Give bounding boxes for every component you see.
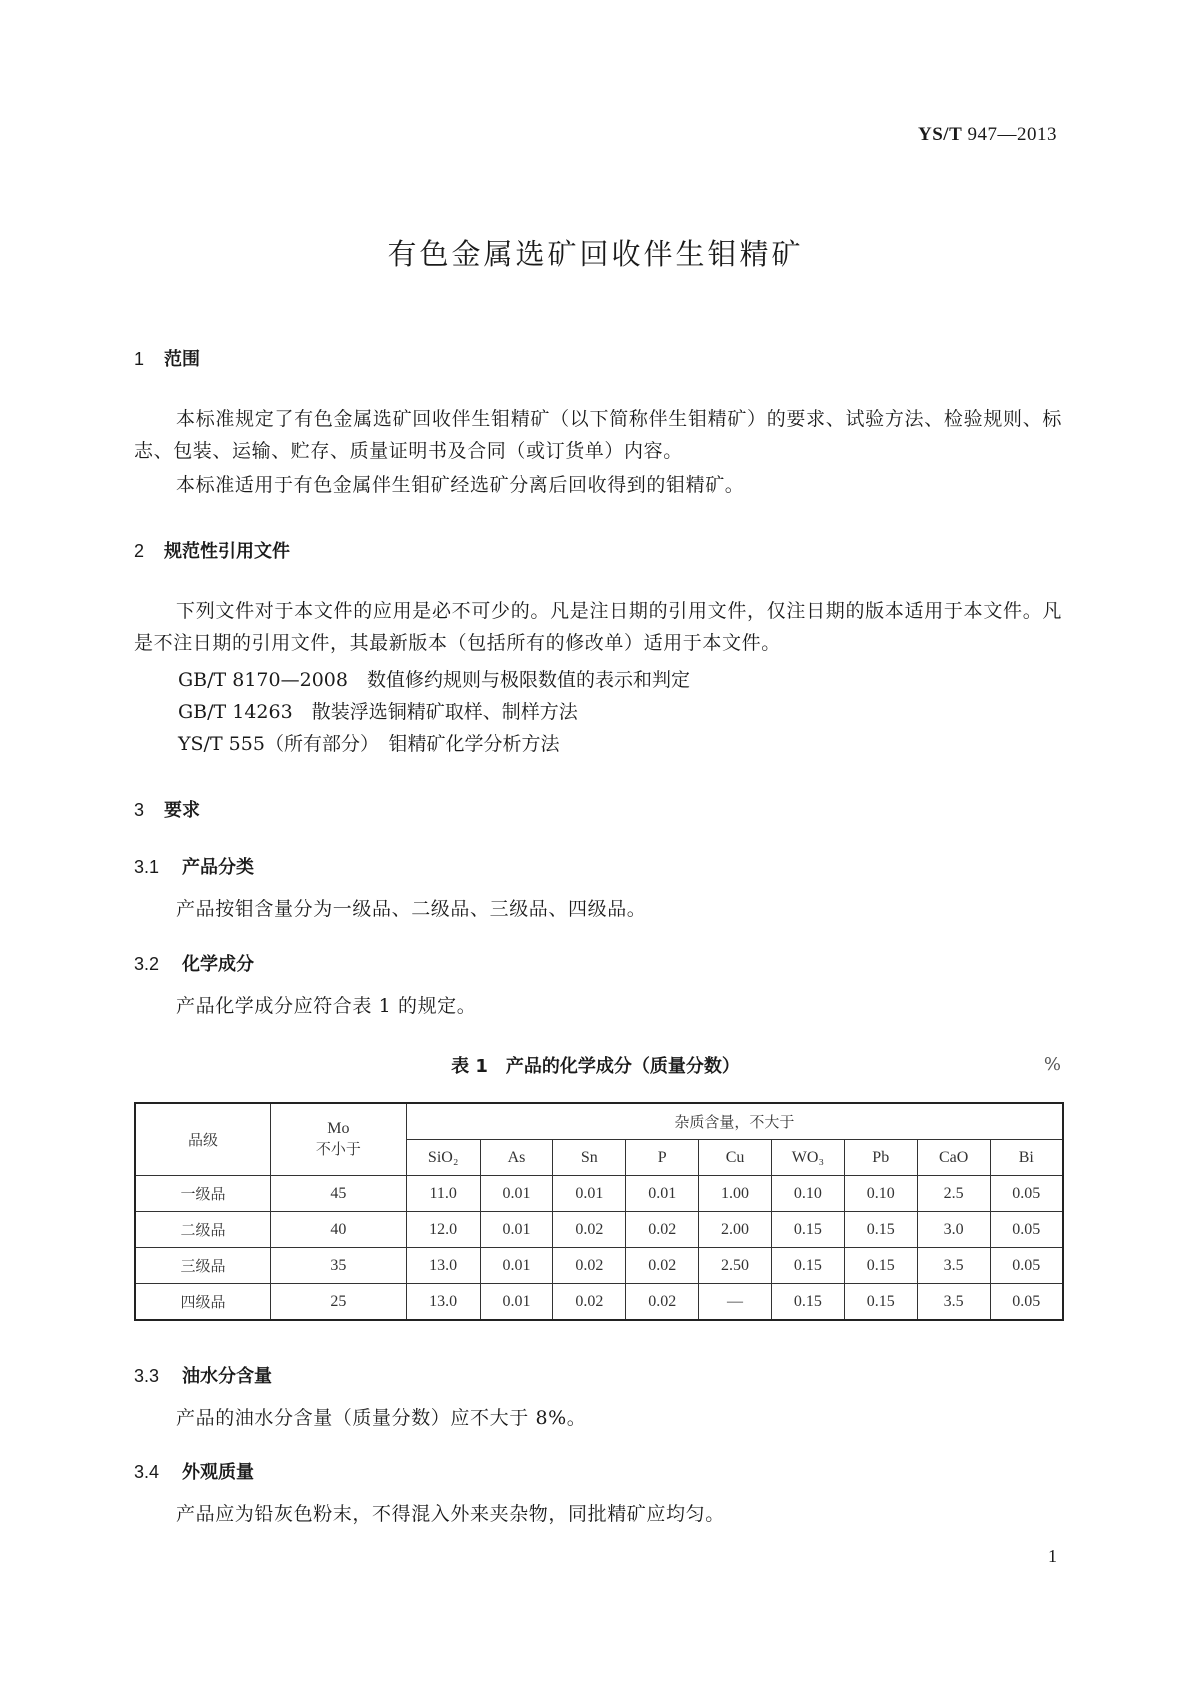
- table-cell: 0.02: [553, 1248, 626, 1284]
- table-cell: 0.02: [626, 1212, 699, 1248]
- table-cell: 0.15: [771, 1248, 844, 1284]
- table-header-cell: Pb: [844, 1140, 917, 1176]
- standard-code: YS/T 947—2013: [918, 124, 1057, 145]
- section-1-paragraph-1: 本标准规定了有色金属选矿回收伴生钼精矿（以下简称伴生钼精矿）的要求、试验方法、检验规则、标志、包装、运输、贮存、质量证明书及合同（或订货单）内容。: [134, 408, 1062, 462]
- section-2-heading: 2 规范性引用文件: [134, 541, 290, 562]
- section-3-3-heading: 3.3 油水分含量: [134, 1366, 272, 1387]
- table-cell: 11.0: [406, 1176, 480, 1212]
- table-cell: 1.00: [699, 1176, 772, 1212]
- table-header-cell: Sn: [553, 1140, 626, 1176]
- table-cell: 35: [271, 1248, 407, 1284]
- document-title: 有色金属选矿回收伴生钼精矿: [387, 237, 804, 271]
- table-cell: 0.05: [990, 1176, 1063, 1212]
- table-cell: 0.15: [844, 1248, 917, 1284]
- page-number: 1: [1048, 1546, 1057, 1566]
- section-3-2-heading: 3.2 化学成分: [134, 954, 254, 975]
- table-header-cell: As: [480, 1140, 553, 1176]
- table-cell: 0.15: [771, 1284, 844, 1321]
- table-row: [135, 1284, 1063, 1321]
- table-header-cell: P: [626, 1140, 699, 1176]
- table-cell: 0.10: [771, 1176, 844, 1212]
- table-cell: 0.02: [553, 1212, 626, 1248]
- section-3-4-paragraph: 产品应为铅灰色粉末，不得混入外来夹杂物，同批精矿应均匀。: [176, 1503, 725, 1525]
- table-cell-grade: 四级品: [135, 1284, 271, 1321]
- table-cell: —: [699, 1284, 772, 1321]
- table-cell: 0.15: [771, 1212, 844, 1248]
- table-cell: 0.05: [990, 1248, 1063, 1284]
- table-cell: 0.02: [626, 1248, 699, 1284]
- table-header-impurity: 杂质含量，不大于: [406, 1103, 1063, 1140]
- table-cell: 2.50: [699, 1248, 772, 1284]
- table-cell: 0.15: [844, 1212, 917, 1248]
- table-cell: 0.01: [480, 1248, 553, 1284]
- table-cell: 13.0: [406, 1248, 480, 1284]
- table-cell: 0.01: [480, 1212, 553, 1248]
- normative-reference: YS/T 555（所有部分） 钼精矿化学分析方法: [178, 733, 560, 755]
- section-3-4-heading: 3.4 外观质量: [134, 1462, 254, 1483]
- table-header-cell: Bi: [990, 1140, 1063, 1176]
- table-header-cell: Cu: [699, 1140, 772, 1176]
- section-2-paragraph: 下列文件对于本文件的应用是必不可少的。凡是注日期的引用文件，仅注日期的版本适用于本文件。凡是不注日期的引用文件，其最新版本（包括所有的修改单）适用于本文件。: [134, 600, 1062, 654]
- section-3-2-paragraph: 产品化学成分应符合表 1 的规定。: [176, 995, 477, 1017]
- table-header-cell: WO₃: [771, 1140, 844, 1176]
- table-cell: 0.01: [553, 1176, 626, 1212]
- table-row: [135, 1212, 1063, 1248]
- table-cell: 13.0: [406, 1284, 480, 1321]
- table-unit: %: [1043, 1054, 1061, 1075]
- table-cell-grade: 三级品: [135, 1248, 271, 1284]
- chemical-composition-table: [134, 1102, 1064, 1321]
- table-cell-grade: 一级品: [135, 1176, 271, 1212]
- table-cell: 12.0: [406, 1212, 480, 1248]
- table-row: [135, 1176, 1063, 1212]
- section-1-paragraph-2: 本标准适用于有色金属伴生钼矿经选矿分离后回收得到的钼精矿。: [176, 474, 745, 496]
- table-cell: 40: [271, 1212, 407, 1248]
- section-1-heading: 1 范围: [134, 349, 200, 370]
- table-cell: 0.01: [626, 1176, 699, 1212]
- table-cell: 0.02: [626, 1284, 699, 1321]
- table-cell: 0.02: [553, 1284, 626, 1321]
- table-cell: 3.5: [917, 1284, 990, 1321]
- table-cell: 45: [271, 1176, 407, 1212]
- table-cell: 0.10: [844, 1176, 917, 1212]
- table-header-cell: CaO: [917, 1140, 990, 1176]
- table-cell: 0.15: [844, 1284, 917, 1321]
- table-cell: 25: [271, 1284, 407, 1321]
- table-row: [135, 1248, 1063, 1284]
- table-cell: 2.00: [699, 1212, 772, 1248]
- normative-reference: GB/T 14263 散装浮选铜精矿取样、制样方法: [178, 701, 578, 723]
- section-3-3-paragraph: 产品的油水分含量（质量分数）应不大于 8%。: [176, 1407, 587, 1429]
- table-cell: 0.05: [990, 1212, 1063, 1248]
- table-cell: 0.01: [480, 1284, 553, 1321]
- section-3-1-paragraph: 产品按钼含量分为一级品、二级品、三级品、四级品。: [176, 898, 647, 920]
- section-3-1-heading: 3.1 产品分类: [134, 857, 254, 878]
- normative-reference: GB/T 8170—2008 数值修约规则与极限数值的表示和判定: [178, 669, 690, 691]
- table-cell: 0.01: [480, 1176, 553, 1212]
- table-header-mo: Mo 不小于: [271, 1103, 407, 1176]
- table-cell: 0.05: [990, 1284, 1063, 1321]
- section-3-heading: 3 要求: [134, 800, 200, 821]
- table-caption: 表 1 产品的化学成分（质量分数）: [451, 1056, 740, 1077]
- table-cell: 2.5: [917, 1176, 990, 1212]
- table-header-cell: SiO₂: [406, 1140, 480, 1176]
- table-cell: 3.5: [917, 1248, 990, 1284]
- table-cell-grade: 二级品: [135, 1212, 271, 1248]
- table-cell: 3.0: [917, 1212, 990, 1248]
- table-header-grade: 品级: [135, 1103, 271, 1176]
